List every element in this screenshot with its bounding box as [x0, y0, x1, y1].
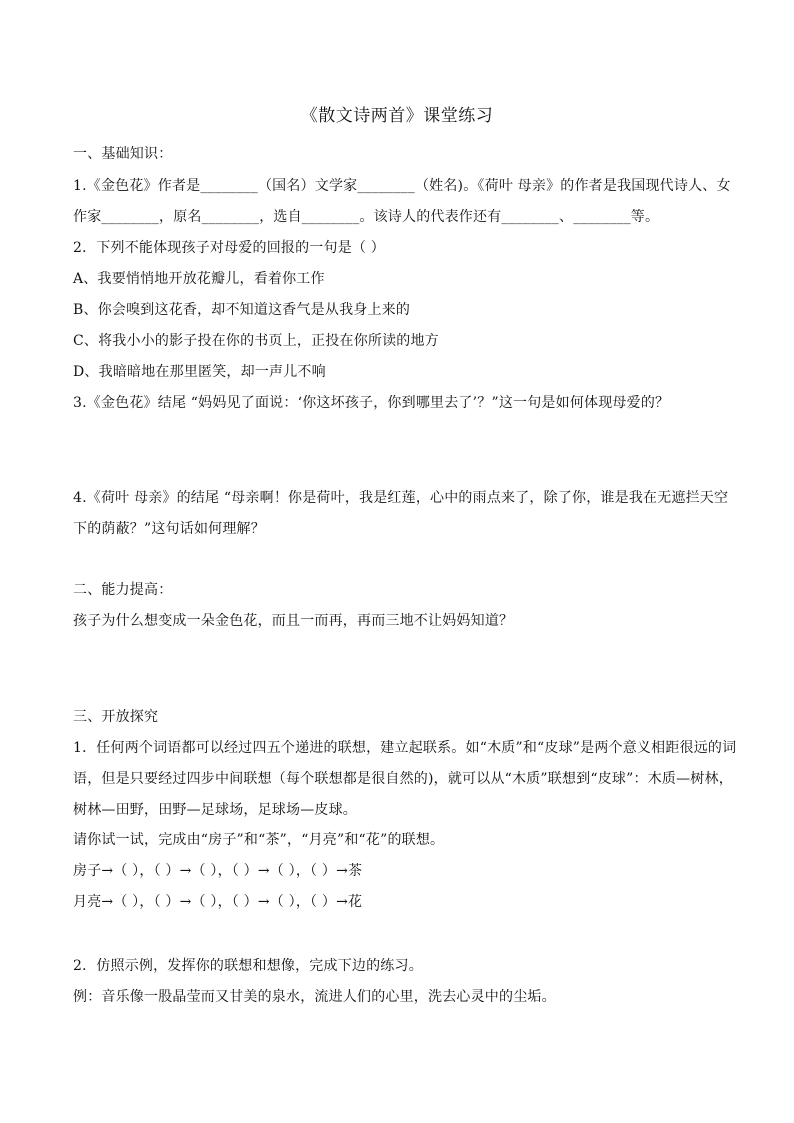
section3-q1-line4: 请你试一试，完成由“房子”和“茶”，“月亮”和“花”的联想。 — [73, 832, 445, 848]
q2-text: 2．下列不能体现孩子对母爱的回报的一句是（ ） — [73, 240, 385, 256]
q2-option-c: C、将我小小的影子投在你的书页上，正投在你所读的地方 — [73, 333, 439, 349]
section3-q1-line2: 语，但是只要经过四步中间联想（每个联想都是很自然的)，就可以从“木质”联想到“皮球”：木质—树林， — [73, 771, 733, 787]
section3-example: 例：音乐像一股晶莹而又甘美的泉水，流进人们的心里，洗去心灵中的尘垢。 — [73, 989, 556, 1005]
section2-question: 孩子为什么想变成一朵金色花，而且一而再，再而三地不让妈妈知道？ — [73, 613, 514, 629]
q4-line2: 下的荫蔽？”这句话如何理解？ — [73, 521, 265, 537]
section3-q2-text: 2．仿照示例，发挥你的联想和想像，完成下边的练习。 — [73, 958, 423, 974]
q2-option-a: A、我要悄悄地开放花瓣儿，看着你工作 — [73, 271, 325, 287]
section3-heading: 三、开放探究 — [73, 709, 159, 725]
page-title: 《散文诗两首》课堂练习 — [300, 106, 494, 126]
q4-line1: 4.《荷叶 母亲》的结尾 “母亲啊！你是荷叶，我是红莲，心中的雨点来了，除了你，谁是我在无遮拦天空 — [73, 490, 729, 506]
q3-text: 3.《金色花》结尾 “妈妈见了面说：‘你这坏孩子，你到哪里去了’？”这一句是如何体现母爱的？ — [73, 395, 670, 411]
section2-heading: 二、能力提高： — [73, 582, 173, 598]
q2-option-b: B、你会嗅到这花香，却不知道这香气是从我身上来的 — [73, 302, 411, 318]
association-chain-moon-flower: 月亮→（ ），（ ）→（ ），（ ）→（ ），（ ）→花 — [73, 894, 363, 910]
q1-line2: 作家________，原名________，选自________。该诗人的代表作还有________、________等。 — [73, 209, 660, 225]
q1-line1: 1.《金色花》作者是________（国名）文学家________（姓名)。《荷叶 母亲》的作者是我国现代诗人、女 — [73, 178, 731, 194]
association-chain-house-tea: 房子→（ ），（ ）→（ ），（ ）→（ ），（ ）→茶 — [73, 863, 363, 879]
section3-q1-line3: 树林—田野，田野—足球场，足球场—皮球。 — [73, 802, 357, 818]
section1-heading: 一、基础知识： — [73, 146, 173, 162]
section3-q1-line1: 1．任何两个词语都可以经过四五个递进的联想，建立起联系。如“木质”和“皮球”是两个意义相距很远的词 — [73, 740, 737, 756]
q2-option-d: D、我暗暗地在那里匿笑，却一声儿不响 — [73, 364, 326, 380]
